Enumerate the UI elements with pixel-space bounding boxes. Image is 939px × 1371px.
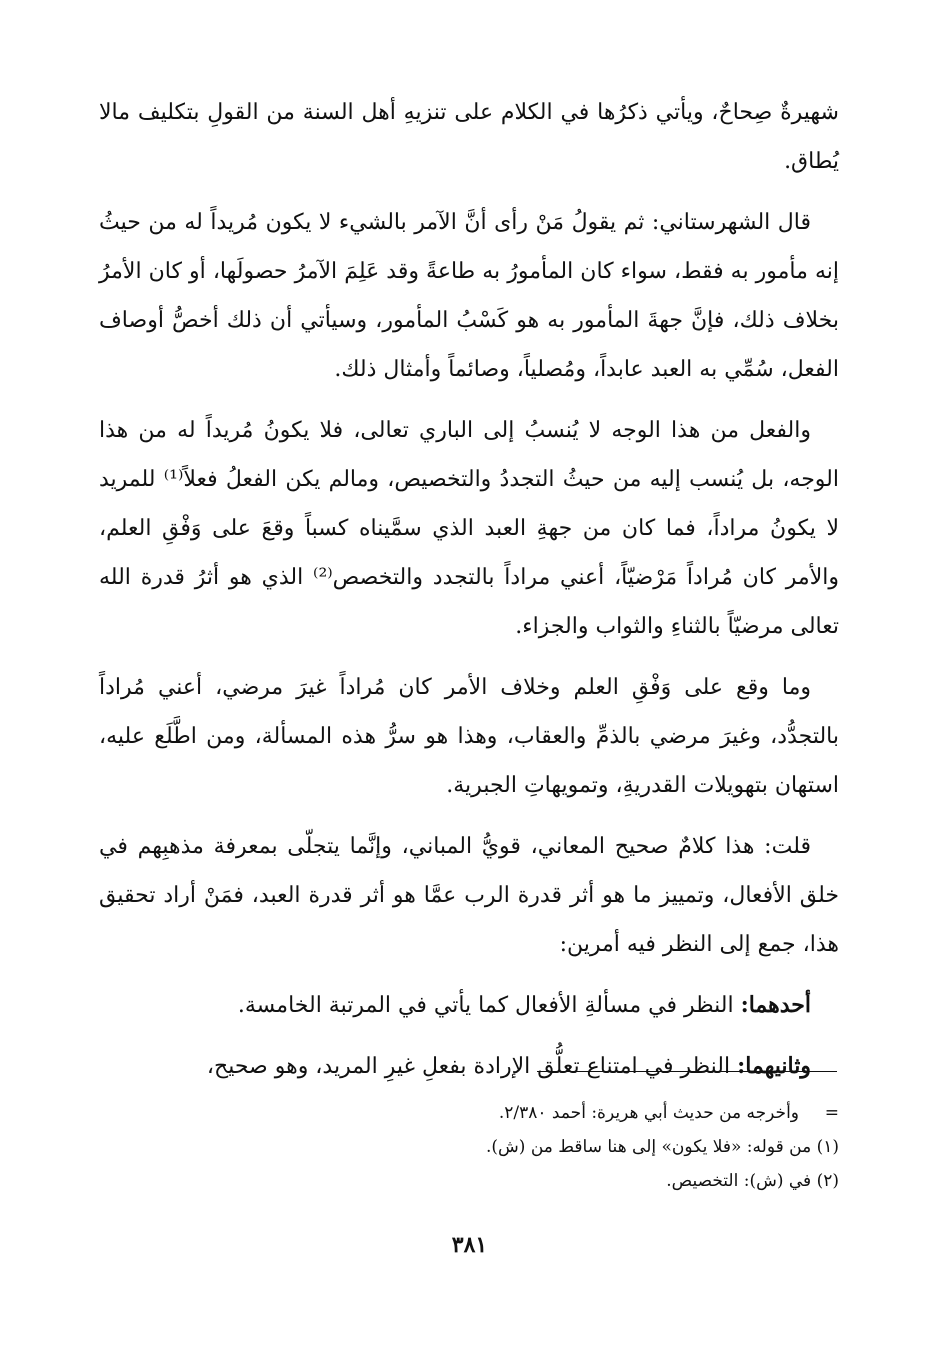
paragraph-knowledge-command: وما وقع على وَفْقِ العلم وخلاف الأمر كان مُراداً غيرَ مرضي، أعني مُراداً بالتجدُّد، وغيرَ مرضي بالذمِّ والعقاب، وهذا هو سرُّ هذه المسألة، ومن اطَّلَع عليه، استهان بتهويلات القدريةِ، وتمويهاتِ الجبرية. <box>99 675 839 798</box>
footnote-continuation <box>99 1096 839 1130</box>
footnote-2: (٢) في (ش): التخصيص. <box>666 1171 839 1191</box>
paragraph-shahrastani-quote: قال الشهرستاني: ثم يقولُ مَنْ رأى أنَّ الآمر بالشيء لا يكون مُريداً له من حيثُ إنه مأمور به فقط، سواء كان المأمورُ به طاعةً وقد عَلِمَ الآمرُ حصولَها، أو كان الأمرُ بخلاف ذلك، فإنَّ جهةَ المأمور به هو كَسْبُ المأمور، وسيأتي أن ذلك أخصُّ أوصاف الفعل، سُمِّي به العبد عابداً، ومُصلياً، وصائماً وأمثال ذلك. <box>99 210 839 382</box>
main-text <box>99 88 839 1091</box>
footnote-continuation-text: وأخرجه من حديث أبي هريرة: أحمد ٢/٣٨٠. <box>498 1103 799 1123</box>
first-matter-label: أحدهما: <box>740 992 811 1018</box>
footnote-1: (١) من قوله: «فلا يكون» إلى هنا ساقط من (ش). <box>486 1137 839 1157</box>
continuation-mark: = <box>824 1103 839 1123</box>
paragraph-action-attribution: والفعل من هذا الوجه لا يُنسبُ إلى الباري تعالى، فلا يكونُ مُريداً له من هذا الوجه، بل يُنسب إليه من حيثُ التجددُ والتخصيص، ومالم يكن الفعلُ فعلاً⁽¹⁾ للمريد لا يكونُ مراداً، فما كان من جهةِ العبد الذي سمَّيناه كسباً وقعَ على وَفْقِ العلم، والأمر كان مُراداً مَرْضيّاً، أعني مراداً بالتجدد والتخصص⁽²⁾ الذي هو أثرُ قدرة الله تعالى مرضيّاً بالثناءِ والثواب والجزاء. <box>99 418 839 639</box>
paragraph-first-matter <box>99 981 839 1030</box>
footnote-separator <box>537 1071 837 1072</box>
paragraph-author-comment: قلت: هذا كلامٌ صحيح المعاني، قويُّ المباني، وإنَّما يتجلّى بمعرفة مذهبِهم في خلق الأفعال، وتمييز ما هو أثر قدرة الرب عمَّا هو أثر قدرة العبد، فمَنْ أراد تحقيق هذا، جمع إلى النظر فيه أمرين: <box>99 834 839 957</box>
second-matter-text: النظر في امتناع تعلُّق الإرادة بفعلِ غيرِ المريد، وهو صحيح، <box>206 1054 738 1079</box>
paragraph-continuation: شهيرةٌ صِحاحٌ، ويأتي ذكرُها في الكلام على تنزيهِ أهل السنة من القولِ بتكليف مالا يُطاق. <box>99 100 839 174</box>
page-number: ٣٨١ <box>451 1232 488 1258</box>
paragraph-second-matter <box>99 1042 839 1091</box>
second-matter-label: وثانيهما: <box>737 1053 811 1079</box>
first-matter-text: النظر في مسألةِ الأفعال كما يأتي في المرتبة الخامسة. <box>237 993 741 1018</box>
footnotes <box>99 1096 839 1198</box>
